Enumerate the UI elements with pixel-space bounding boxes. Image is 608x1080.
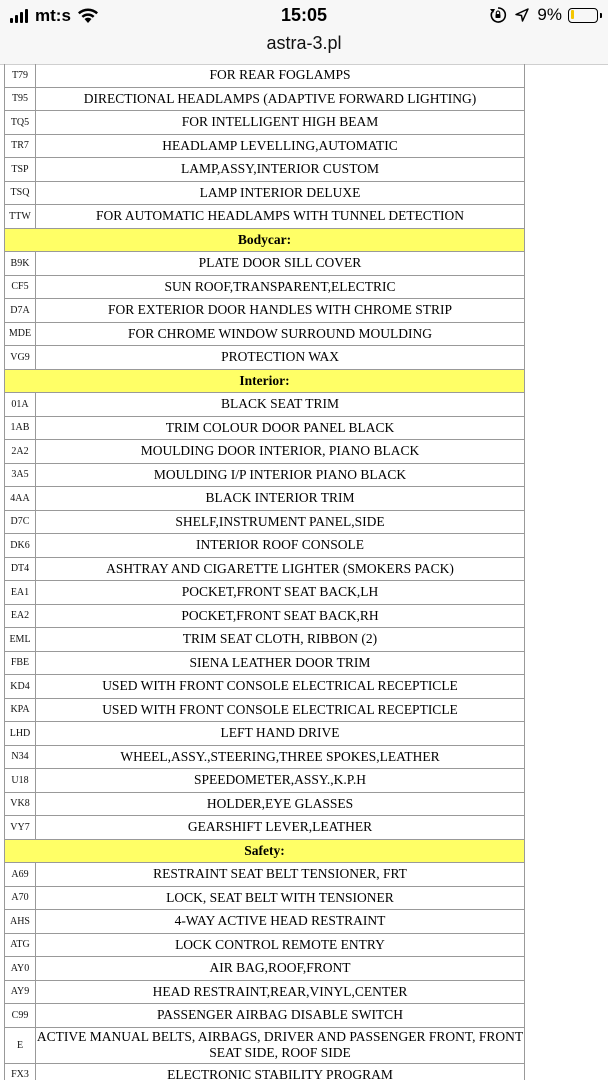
- table-row: [5, 275, 525, 299]
- option-code: 4AA: [5, 487, 36, 511]
- table-row: [5, 299, 525, 323]
- table-row: [5, 745, 525, 769]
- option-code: AHS: [5, 910, 36, 934]
- table-row: [5, 1063, 525, 1080]
- option-code: 01A: [5, 393, 36, 417]
- option-code: TSP: [5, 158, 36, 182]
- option-code: TR7: [5, 134, 36, 158]
- option-code: 1AB: [5, 416, 36, 440]
- option-description: HEADLAMP LEVELLING,AUTOMATIC: [36, 134, 525, 158]
- option-code: TTW: [5, 205, 36, 229]
- table-row: [5, 792, 525, 816]
- option-code: B9K: [5, 252, 36, 276]
- option-description: MOULDING I/P INTERIOR PIANO BLACK: [36, 463, 525, 487]
- option-code: AY9: [5, 980, 36, 1004]
- option-code: AY0: [5, 957, 36, 981]
- options-table: [4, 64, 525, 1080]
- option-description: RESTRAINT SEAT BELT TENSIONER, FRT: [36, 863, 525, 887]
- option-code: VG9: [5, 346, 36, 370]
- option-code: A70: [5, 886, 36, 910]
- option-description: SHELF,INSTRUMENT PANEL,SIDE: [36, 510, 525, 534]
- option-code: N34: [5, 745, 36, 769]
- table-row: [5, 628, 525, 652]
- table-row: [5, 252, 525, 276]
- option-code: KPA: [5, 698, 36, 722]
- option-description: GEARSHIFT LEVER,LEATHER: [36, 816, 525, 840]
- table-row: [5, 651, 525, 675]
- option-description: LOCK, SEAT BELT WITH TENSIONER: [36, 886, 525, 910]
- option-description: BLACK SEAT TRIM: [36, 393, 525, 417]
- option-description: FOR EXTERIOR DOOR HANDLES WITH CHROME STRIP: [36, 299, 525, 323]
- section-title: Safety:: [5, 839, 525, 863]
- option-code: EML: [5, 628, 36, 652]
- table-row: [5, 64, 525, 87]
- option-code: CF5: [5, 275, 36, 299]
- option-description: LEFT HAND DRIVE: [36, 722, 525, 746]
- option-code: LHD: [5, 722, 36, 746]
- option-description: FOR REAR FOGLAMPS: [36, 64, 525, 87]
- battery-icon: [568, 8, 598, 23]
- option-description: WHEEL,ASSY.,STEERING,THREE SPOKES,LEATHER: [36, 745, 525, 769]
- option-description: SUN ROOF,TRANSPARENT,ELECTRIC: [36, 275, 525, 299]
- carrier-name: mt:s: [35, 6, 71, 25]
- table-row: [5, 487, 525, 511]
- option-description: PASSENGER AIRBAG DISABLE SWITCH: [36, 1004, 525, 1028]
- option-description: SIENA LEATHER DOOR TRIM: [36, 651, 525, 675]
- option-code: 2A2: [5, 440, 36, 464]
- option-code: EA1: [5, 581, 36, 605]
- option-description: FOR CHROME WINDOW SURROUND MOULDING: [36, 322, 525, 346]
- option-description: ACTIVE MANUAL BELTS, AIRBAGS, DRIVER AND PASSENGER FRONT, FRONT SEAT SIDE, ROOF SIDE: [36, 1027, 525, 1063]
- option-code: TSQ: [5, 181, 36, 205]
- option-code: T95: [5, 87, 36, 111]
- table-row: [5, 1004, 525, 1028]
- option-description: MOULDING DOOR INTERIOR, PIANO BLACK: [36, 440, 525, 464]
- table-row: [5, 698, 525, 722]
- table-row: [5, 957, 525, 981]
- option-code: MDE: [5, 322, 36, 346]
- option-description: AIR BAG,ROOF,FRONT: [36, 957, 525, 981]
- table-row: [5, 134, 525, 158]
- option-code: VK8: [5, 792, 36, 816]
- option-code: VY7: [5, 816, 36, 840]
- table-row: [5, 980, 525, 1004]
- rotation-lock-icon: [489, 6, 507, 24]
- option-description: ELECTRONIC STABILITY PROGRAM: [36, 1063, 525, 1080]
- option-code: E: [5, 1027, 36, 1063]
- page-content[interactable]: [0, 64, 608, 1080]
- option-description: LAMP INTERIOR DELUXE: [36, 181, 525, 205]
- status-bar: [0, 0, 608, 65]
- table-row: [5, 181, 525, 205]
- option-description: BLACK INTERIOR TRIM: [36, 487, 525, 511]
- option-description: PLATE DOOR SILL COVER: [36, 252, 525, 276]
- option-code: EA2: [5, 604, 36, 628]
- section-title: Bodycar:: [5, 228, 525, 252]
- location-icon: [515, 8, 529, 22]
- table-row: [5, 816, 525, 840]
- table-row: [5, 581, 525, 605]
- option-description: ASHTRAY AND CIGARETTE LIGHTER (SMOKERS PACK): [36, 557, 525, 581]
- option-description: HOLDER,EYE GLASSES: [36, 792, 525, 816]
- option-description: POCKET,FRONT SEAT BACK,LH: [36, 581, 525, 605]
- option-code: DK6: [5, 534, 36, 558]
- table-row: [5, 440, 525, 464]
- table-row: [5, 158, 525, 182]
- table-row: [5, 87, 525, 111]
- option-code: T79: [5, 64, 36, 87]
- option-code: ATG: [5, 933, 36, 957]
- clock: 15:05: [280, 5, 328, 25]
- status-right: [489, 5, 598, 25]
- option-description: POCKET,FRONT SEAT BACK,RH: [36, 604, 525, 628]
- section-header-row: [5, 369, 525, 393]
- option-code: D7C: [5, 510, 36, 534]
- table-row: [5, 886, 525, 910]
- table-row: [5, 346, 525, 370]
- section-header-row: [5, 839, 525, 863]
- table-row: [5, 416, 525, 440]
- table-row: [5, 111, 525, 135]
- option-description: SPEEDOMETER,ASSY.,K.P.H: [36, 769, 525, 793]
- section-title: Interior:: [5, 369, 525, 393]
- table-row: [5, 534, 525, 558]
- address-bar-url[interactable]: astra-3.pl: [266, 33, 342, 53]
- option-code: FX3: [5, 1063, 36, 1080]
- table-row: [5, 463, 525, 487]
- option-description: FOR AUTOMATIC HEADLAMPS WITH TUNNEL DETECTION: [36, 205, 525, 229]
- table-row: [5, 604, 525, 628]
- option-code: A69: [5, 863, 36, 887]
- table-row: [5, 322, 525, 346]
- table-row: [5, 933, 525, 957]
- table-row: [5, 557, 525, 581]
- option-description: LOCK CONTROL REMOTE ENTRY: [36, 933, 525, 957]
- option-description: 4-WAY ACTIVE HEAD RESTRAINT: [36, 910, 525, 934]
- option-description: LAMP,ASSY,INTERIOR CUSTOM: [36, 158, 525, 182]
- option-code: C99: [5, 1004, 36, 1028]
- table-row: [5, 510, 525, 534]
- table-row: [5, 1027, 525, 1063]
- table-row: [5, 910, 525, 934]
- option-code: FBE: [5, 651, 36, 675]
- option-description: DIRECTIONAL HEADLAMPS (ADAPTIVE FORWARD LIGHTING): [36, 87, 525, 111]
- option-description: PROTECTION WAX: [36, 346, 525, 370]
- option-code: D7A: [5, 299, 36, 323]
- table-row: [5, 393, 525, 417]
- table-row: [5, 769, 525, 793]
- table-row: [5, 722, 525, 746]
- option-code: DT4: [5, 557, 36, 581]
- option-description: INTERIOR ROOF CONSOLE: [36, 534, 525, 558]
- option-code: KD4: [5, 675, 36, 699]
- table-row: [5, 675, 525, 699]
- option-description: FOR INTELLIGENT HIGH BEAM: [36, 111, 525, 135]
- section-header-row: [5, 228, 525, 252]
- option-code: TQ5: [5, 111, 36, 135]
- table-row: [5, 205, 525, 229]
- option-description: USED WITH FRONT CONSOLE ELECTRICAL RECEPTICLE: [36, 698, 525, 722]
- option-description: TRIM COLOUR DOOR PANEL BLACK: [36, 416, 525, 440]
- option-code: U18: [5, 769, 36, 793]
- battery-percent: 9%: [537, 5, 562, 24]
- option-description: TRIM SEAT CLOTH, RIBBON (2): [36, 628, 525, 652]
- option-code: 3A5: [5, 463, 36, 487]
- table-row: [5, 863, 525, 887]
- option-description: HEAD RESTRAINT,REAR,VINYL,CENTER: [36, 980, 525, 1004]
- option-description: USED WITH FRONT CONSOLE ELECTRICAL RECEPTICLE: [36, 675, 525, 699]
